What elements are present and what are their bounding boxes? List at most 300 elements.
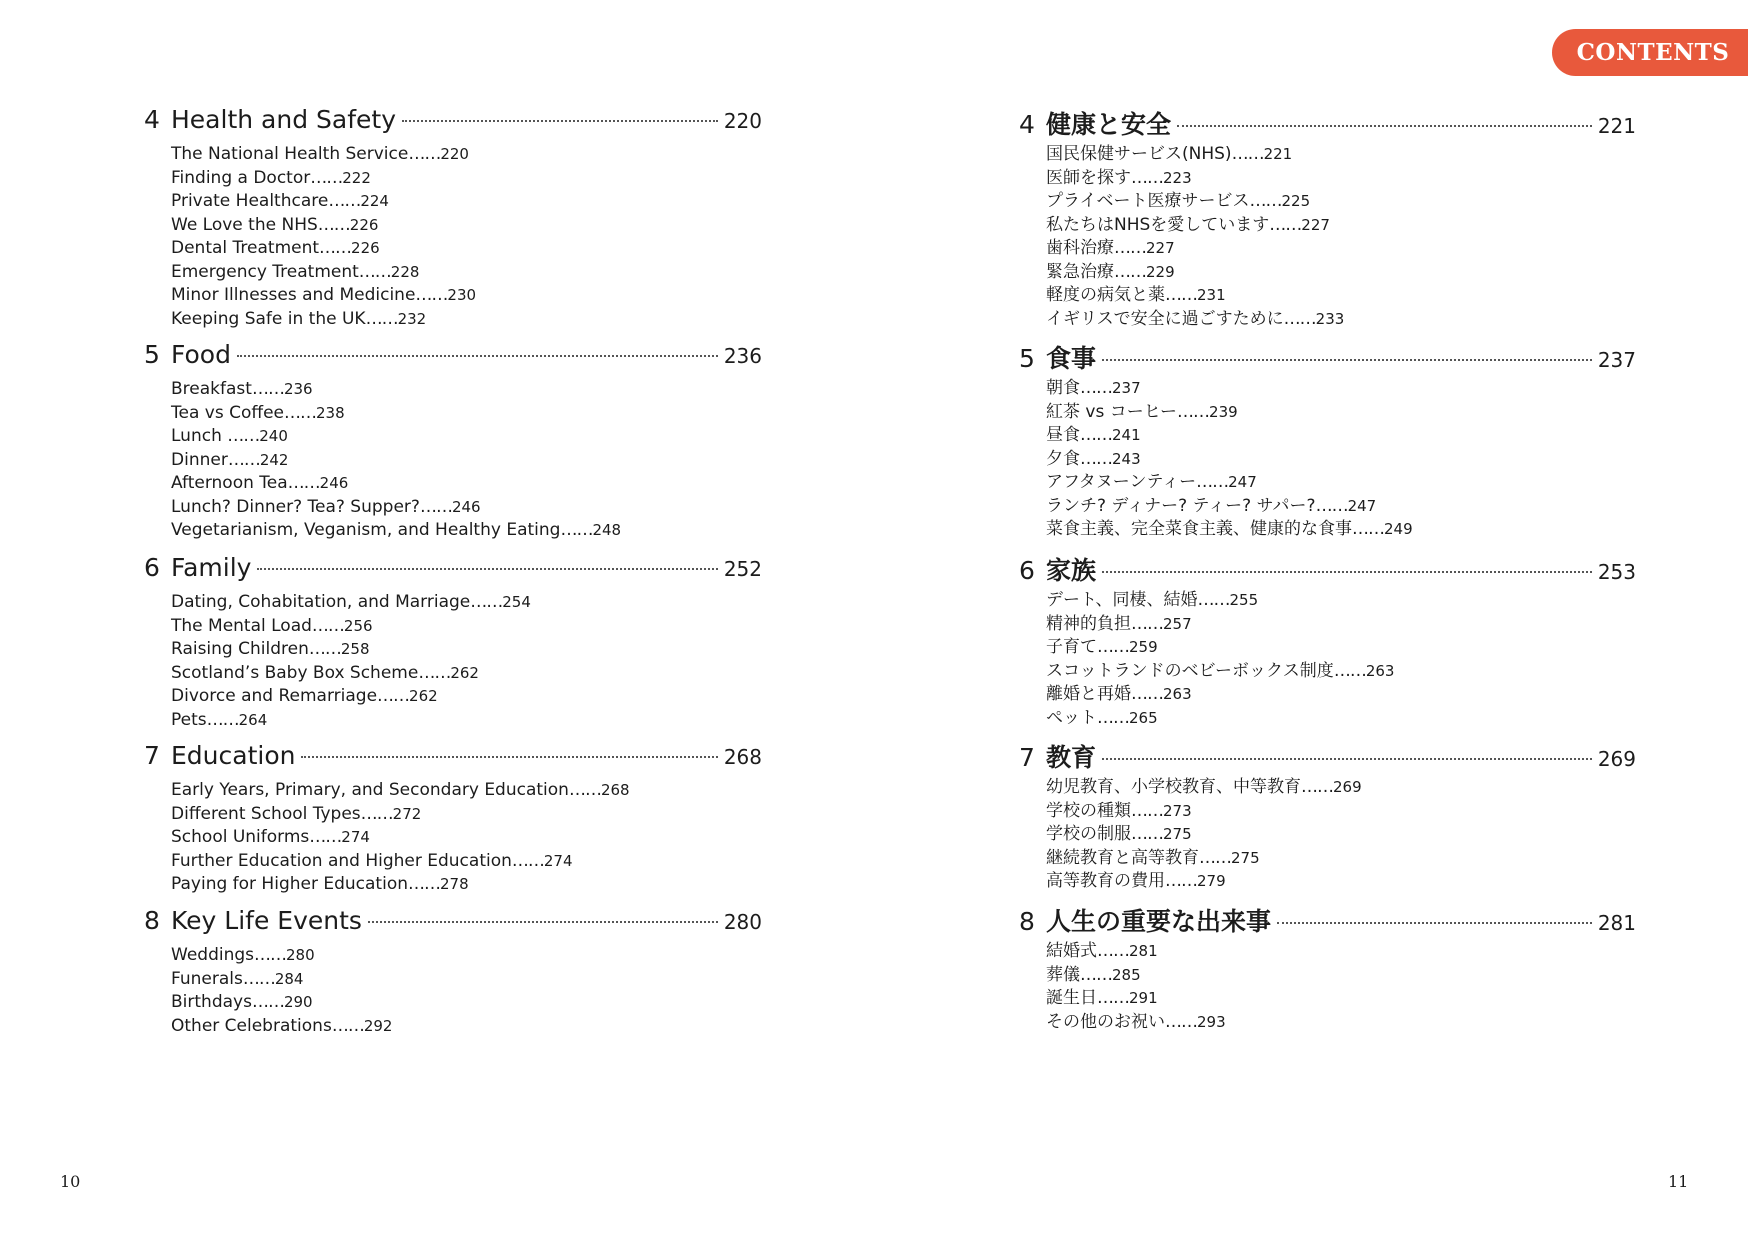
section-title: Raising Children (171, 639, 309, 659)
chapter-heading (144, 906, 762, 944)
dot-leader: …… (1131, 684, 1163, 704)
section-title: プライベート医療サービス (1046, 191, 1250, 211)
section-title: 幼児教育、小学校教育、中等教育 (1046, 777, 1301, 797)
section-list (1019, 776, 1636, 894)
section-item (1046, 495, 1636, 519)
section-item (1046, 940, 1636, 964)
page-number-right: 11 (1668, 1172, 1689, 1191)
dot-leader: …… (1131, 824, 1163, 844)
section-item (1046, 636, 1636, 660)
section-item (171, 638, 762, 662)
section-title: Divorce and Remarriage (171, 686, 378, 706)
section-title: School Uniforms (171, 827, 310, 847)
section-title: The National Health Service (171, 144, 409, 164)
chapter-block (144, 105, 762, 331)
dot-leader: …… (1097, 637, 1129, 657)
section-item (171, 237, 762, 261)
section-item (171, 850, 762, 874)
section-item (1046, 401, 1636, 425)
section-item (1046, 143, 1636, 167)
chapter-number: 6 (1019, 556, 1035, 585)
chapter-page: 269 (1597, 747, 1636, 771)
section-item (1046, 190, 1636, 214)
dot-leader (402, 120, 718, 122)
section-title: Breakfast (171, 379, 252, 399)
dot-leader: …… (365, 308, 398, 329)
section-item (171, 968, 762, 992)
dot-leader: …… (308, 639, 341, 659)
section-title: Pets (171, 709, 207, 730)
section-page: 241 (1112, 426, 1141, 444)
dot-leader: …… (1097, 988, 1129, 1008)
section-page: 246 (319, 474, 349, 492)
section-title: 継続教育と高等教育 (1046, 847, 1199, 868)
dot-leader: …… (1080, 964, 1112, 985)
section-page: 232 (397, 309, 427, 328)
section-page: 230 (447, 286, 477, 304)
dot-leader: …… (227, 449, 260, 470)
section-page: 273 (1163, 801, 1192, 820)
section-title: Lunch (171, 426, 228, 446)
section-item (171, 284, 762, 308)
dot-leader: …… (319, 238, 352, 258)
section-title: Dental Treatment (171, 238, 320, 258)
section-title: Different School Types (171, 803, 361, 824)
dot-leader: …… (331, 1015, 364, 1036)
section-item (1046, 237, 1636, 261)
section-page: 269 (1333, 778, 1362, 796)
section-title: Birthdays (171, 992, 252, 1012)
section-list (1019, 940, 1636, 1034)
section-item (1046, 1011, 1636, 1035)
dot-leader: …… (1177, 401, 1210, 422)
section-title: Other Celebrations (171, 1015, 332, 1036)
section-title: 菜食主義、完全菜食主義、健康的な食事 (1046, 519, 1352, 539)
section-item (171, 991, 762, 1015)
section-page: 290 (283, 993, 313, 1011)
section-page: 281 (1129, 942, 1158, 960)
section-page: 228 (390, 262, 420, 281)
dot-leader: …… (1114, 238, 1146, 258)
dot-leader: …… (1097, 707, 1129, 728)
section-list (1019, 143, 1636, 331)
section-page: 242 (259, 450, 289, 469)
section-page: 227 (1146, 239, 1175, 257)
section-title: 離婚と再婚 (1046, 684, 1131, 704)
section-item (171, 167, 762, 191)
section-item (1046, 613, 1636, 637)
section-page: 272 (392, 804, 422, 823)
section-item (171, 472, 762, 496)
chapter-page: 220 (723, 109, 762, 133)
section-title: 歯科治療 (1046, 238, 1114, 258)
dot-leader (301, 756, 717, 758)
section-title: 緊急治療 (1046, 261, 1114, 282)
section-title: Early Years, Primary, and Secondary Education (171, 780, 569, 800)
dot-leader: …… (415, 285, 448, 305)
dot-leader: …… (358, 261, 391, 282)
section-item (1046, 660, 1636, 684)
section-list (144, 944, 762, 1038)
dot-leader: …… (251, 992, 284, 1012)
dot-leader: …… (1352, 519, 1384, 539)
chapter-title: 人生の重要な出来事 (1046, 907, 1272, 936)
section-title: We Love the NHS (171, 214, 318, 235)
section-page: 239 (1209, 402, 1238, 421)
section-item (171, 803, 762, 827)
chapter-page: 280 (723, 910, 762, 934)
chapter-heading (144, 553, 762, 591)
section-item (1046, 847, 1636, 871)
chapter-block (144, 553, 762, 732)
chapter-number: 8 (144, 906, 160, 935)
chapter-heading (144, 105, 762, 143)
dot-leader: …… (408, 874, 440, 894)
chapter-block (1019, 105, 1636, 331)
section-list (144, 779, 762, 897)
section-title: 朝食 (1046, 378, 1080, 398)
dot-leader: …… (1301, 777, 1333, 797)
section-page: 220 (440, 145, 469, 163)
section-item (1046, 800, 1636, 824)
section-page: 240 (259, 427, 288, 445)
section-page: 233 (1315, 309, 1345, 328)
dot-leader: …… (1196, 472, 1229, 492)
section-title: スコットランドのベビーボックス制度 (1046, 660, 1334, 681)
section-list (144, 143, 762, 331)
dot-leader: …… (1315, 495, 1348, 516)
dot-leader: …… (1269, 214, 1302, 235)
section-item (1046, 284, 1636, 308)
dot-leader: …… (1249, 191, 1282, 211)
section-page: 227 (1301, 215, 1330, 234)
section-item (1046, 518, 1636, 542)
section-item (1046, 377, 1636, 401)
section-title: Vegetarianism, Veganism, and Healthy Eating (171, 520, 561, 540)
section-item (171, 944, 762, 968)
dot-leader (237, 355, 718, 357)
chapter-block (144, 906, 762, 1038)
section-page: 247 (1347, 496, 1377, 515)
dot-leader: …… (251, 379, 284, 399)
dot-leader: …… (317, 214, 350, 235)
section-item (171, 402, 762, 426)
section-item (171, 591, 762, 615)
chapter-block (144, 741, 762, 897)
dot-leader (1102, 571, 1592, 573)
section-title: Minor Illnesses and Medicine (171, 285, 416, 305)
dot-leader: …… (1165, 871, 1197, 891)
chapter-page: 252 (723, 557, 762, 581)
section-item (171, 826, 762, 850)
section-page: 254 (502, 593, 531, 611)
chapter-number: 7 (1019, 743, 1035, 772)
section-title: The Mental Load (171, 615, 312, 636)
chapter-heading (1019, 551, 1636, 589)
section-item (1046, 683, 1636, 707)
section-page: 223 (1163, 168, 1192, 187)
section-item (171, 662, 762, 686)
chapter-page: 237 (1597, 348, 1636, 372)
dot-leader: …… (1097, 941, 1129, 961)
chapter-heading (144, 741, 762, 779)
chapter-heading (1019, 105, 1636, 143)
dot-leader: …… (1080, 378, 1112, 398)
section-title: 学校の制服 (1046, 824, 1131, 844)
section-title: Scotland’s Baby Box Scheme (171, 662, 419, 683)
section-title: 高等教育の費用 (1046, 871, 1165, 891)
section-title: Lunch? Dinner? Tea? Supper? (171, 496, 420, 517)
section-title: アフタヌーンティー (1046, 472, 1197, 492)
section-title: 国民保健サービス(NHS) (1046, 144, 1232, 164)
section-title: Finding a Doctor (171, 167, 311, 188)
section-list (144, 378, 762, 543)
dot-leader: …… (418, 662, 451, 683)
section-page: 275 (1163, 825, 1192, 843)
dot-leader: …… (1199, 847, 1231, 868)
dot-leader: …… (1131, 167, 1163, 188)
section-list (1019, 589, 1636, 730)
section-title: 精神的負担 (1046, 613, 1131, 634)
chapter-page: 268 (723, 745, 762, 769)
section-item (1046, 964, 1636, 988)
chapter-title: Education (171, 741, 296, 770)
dot-leader: …… (1080, 448, 1112, 469)
chapter-number: 7 (144, 741, 160, 770)
chapter-block (1019, 738, 1636, 894)
section-page: 248 (592, 521, 622, 539)
section-item (171, 190, 762, 214)
dot-leader: …… (1114, 261, 1146, 282)
dot-leader (368, 921, 718, 923)
section-page: 246 (451, 497, 481, 516)
dot-leader: …… (1231, 144, 1264, 164)
section-page: 249 (1384, 520, 1413, 538)
section-page: 229 (1146, 262, 1175, 281)
section-page: 237 (1112, 379, 1141, 397)
chapter-number: 5 (144, 340, 160, 369)
dot-leader: …… (377, 686, 410, 706)
section-title: 軽度の病気と薬 (1046, 285, 1165, 305)
chapter-block (1019, 902, 1636, 1034)
chapter-title: 食事 (1046, 344, 1097, 373)
dot-leader: …… (1283, 308, 1316, 329)
section-item (1046, 261, 1636, 285)
section-title: Afternoon Tea (171, 473, 288, 493)
chapter-heading (1019, 902, 1636, 940)
section-page: 224 (360, 192, 389, 210)
section-title: Dating, Cohabitation, and Marriage (171, 592, 471, 612)
section-page: 236 (283, 380, 313, 398)
section-item (1046, 167, 1636, 191)
section-item (171, 1015, 762, 1039)
section-page: 231 (1197, 286, 1226, 304)
section-page: 256 (343, 616, 373, 635)
chapter-title: 健康と安全 (1046, 110, 1172, 139)
dot-leader (1102, 359, 1592, 361)
section-item (171, 378, 762, 402)
section-page: 255 (1229, 591, 1259, 609)
section-title: Paying for Higher Education (171, 874, 408, 894)
chapter-title: Family (171, 553, 252, 582)
dot-leader: …… (1165, 285, 1197, 305)
chapter-block (1019, 339, 1636, 542)
section-item (1046, 707, 1636, 731)
section-title: 誕生日 (1046, 988, 1097, 1008)
dot-leader: …… (227, 426, 260, 446)
chapter-title: 家族 (1046, 556, 1097, 585)
section-page: 262 (409, 687, 438, 705)
chapter-number: 4 (144, 105, 160, 134)
section-item (171, 685, 762, 709)
dot-leader: …… (1080, 425, 1112, 445)
dot-leader: …… (254, 945, 286, 965)
section-item (171, 308, 762, 332)
section-page: 238 (316, 403, 345, 422)
section-title: Funerals (171, 968, 243, 989)
section-title: 昼食 (1046, 425, 1080, 445)
section-item (1046, 308, 1636, 332)
section-page: 226 (351, 239, 380, 257)
dot-leader: …… (568, 780, 601, 800)
chapter-number: 8 (1019, 907, 1035, 936)
dot-leader (1277, 922, 1592, 924)
section-title: Further Education and Higher Education (171, 850, 512, 871)
section-page: 280 (286, 946, 315, 964)
dot-leader: …… (470, 592, 503, 612)
section-page: 263 (1163, 685, 1192, 703)
section-page: 258 (340, 640, 370, 658)
section-item (1046, 987, 1636, 1011)
section-item (171, 615, 762, 639)
section-page: 279 (1197, 872, 1226, 890)
section-page: 257 (1163, 614, 1192, 633)
section-title: イギリスで安全に過ごすために (1046, 308, 1284, 329)
section-title: デート、同棲、結婚 (1046, 590, 1198, 610)
section-page: 226 (349, 215, 379, 234)
section-title: Emergency Treatment (171, 261, 359, 282)
section-list (1019, 377, 1636, 542)
dot-leader: …… (309, 827, 342, 847)
dot-leader: …… (1165, 1011, 1197, 1032)
section-title: 葬儀 (1046, 964, 1080, 985)
contents-badge: CONTENTS (1552, 29, 1748, 76)
section-title: Dinner (171, 449, 228, 470)
dot-leader (1102, 758, 1592, 760)
section-page: 262 (450, 663, 479, 682)
section-item (1046, 776, 1636, 800)
section-item (171, 779, 762, 803)
section-page: 293 (1197, 1012, 1226, 1031)
section-title: 医師を探す (1046, 167, 1131, 188)
section-title: 紅茶 vs コーヒー (1046, 401, 1178, 422)
section-title: 学校の種類 (1046, 800, 1131, 821)
dot-leader: …… (311, 615, 344, 636)
chapter-page: 253 (1597, 560, 1636, 584)
chapter-heading (1019, 738, 1636, 776)
section-page: 265 (1129, 708, 1158, 727)
dot-leader: …… (328, 191, 361, 211)
section-title: Weddings (171, 945, 254, 965)
section-item (1046, 214, 1636, 238)
dot-leader: …… (242, 968, 275, 989)
dot-leader (257, 568, 717, 570)
section-title: ランチ? ディナー? ティー? サパー? (1046, 495, 1316, 516)
dot-leader: …… (206, 709, 239, 730)
dot-leader: …… (360, 803, 393, 824)
chapter-page: 281 (1597, 911, 1636, 935)
dot-leader: …… (310, 167, 343, 188)
section-page: 259 (1129, 638, 1158, 656)
section-title: その他のお祝い (1046, 1011, 1165, 1032)
chapter-page: 236 (723, 344, 762, 368)
section-page: 274 (341, 828, 370, 846)
chapter-heading (144, 340, 762, 378)
section-page: 264 (238, 710, 268, 729)
dot-leader: …… (1131, 800, 1163, 821)
dot-leader (1177, 125, 1592, 127)
section-item (171, 709, 762, 733)
section-page: 284 (274, 969, 304, 988)
dot-leader: …… (408, 144, 441, 164)
dot-leader: …… (419, 496, 452, 517)
dot-leader: …… (1197, 590, 1230, 610)
section-page: 292 (363, 1016, 393, 1035)
section-page: 275 (1231, 848, 1260, 867)
section-item (171, 519, 762, 543)
section-item (1046, 448, 1636, 472)
section-page: 291 (1129, 989, 1158, 1007)
section-item (1046, 823, 1636, 847)
dot-leader: …… (560, 520, 593, 540)
chapter-title: Key Life Events (171, 906, 362, 935)
chapter-number: 5 (1019, 344, 1035, 373)
section-title: 私たちはNHSを愛しています (1046, 214, 1270, 235)
section-item (171, 449, 762, 473)
section-item (171, 261, 762, 285)
section-title: Tea vs Coffee (171, 402, 284, 423)
dot-leader: …… (1131, 613, 1163, 634)
section-title: ペット (1046, 707, 1097, 728)
section-title: Keeping Safe in the UK (171, 308, 366, 329)
chapter-heading (1019, 339, 1636, 377)
section-item (171, 214, 762, 238)
dot-leader: …… (284, 402, 316, 423)
section-page: 278 (440, 875, 469, 893)
chapter-block (1019, 551, 1636, 730)
page-number-left: 10 (60, 1172, 81, 1191)
dot-leader: …… (1333, 660, 1366, 681)
section-title: 夕食 (1046, 448, 1080, 469)
chapter-number: 6 (144, 553, 160, 582)
section-page: 221 (1263, 145, 1293, 163)
section-item (171, 496, 762, 520)
section-item (171, 425, 762, 449)
section-item (1046, 870, 1636, 894)
section-page: 285 (1112, 965, 1141, 984)
section-item (171, 143, 762, 167)
section-page: 247 (1228, 473, 1257, 491)
section-title: Private Healthcare (171, 191, 329, 211)
section-item (1046, 589, 1636, 613)
section-item (1046, 471, 1636, 495)
section-list (144, 591, 762, 732)
section-page: 263 (1365, 661, 1395, 680)
chapter-page: 221 (1597, 114, 1636, 138)
chapter-number: 4 (1019, 110, 1035, 139)
chapter-block (144, 340, 762, 543)
section-title: 結婚式 (1046, 941, 1097, 961)
